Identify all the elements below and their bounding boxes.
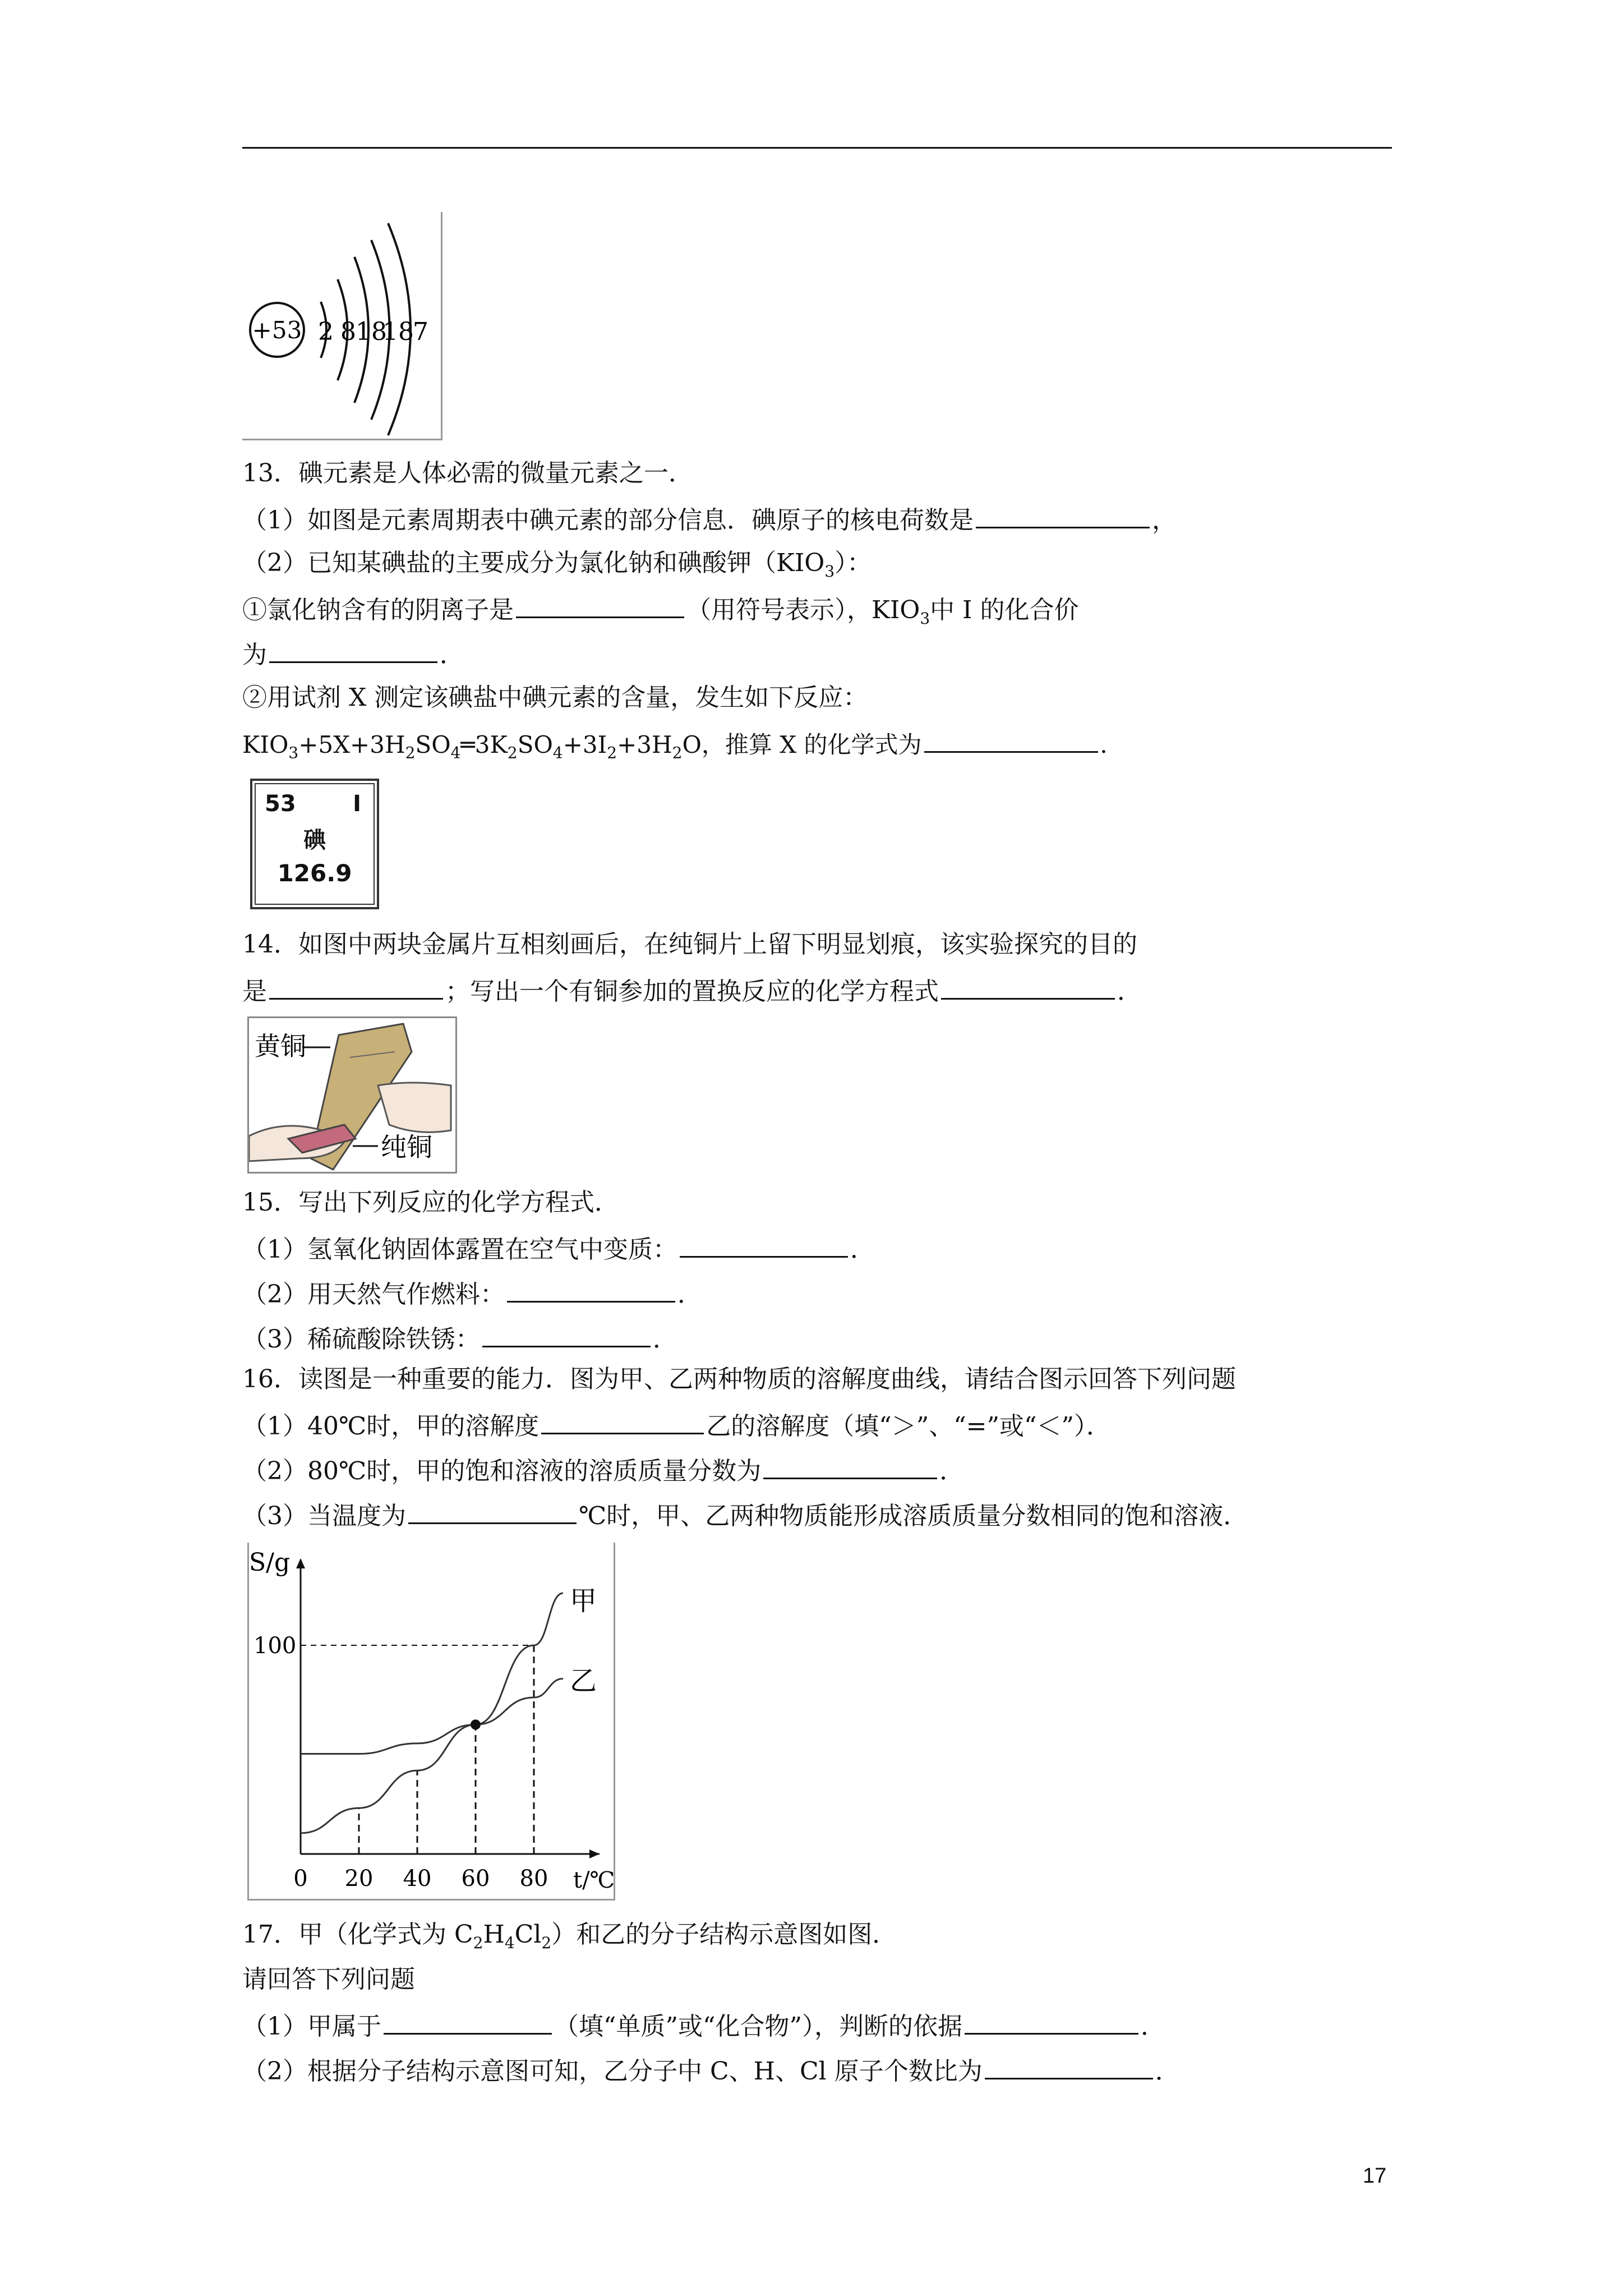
q16-part3: （3）当温度为 ℃时，甲、乙两种物质能形成溶质质量分数相同的饱和溶液． — [242, 1498, 1248, 1533]
solubility-chart — [247, 1543, 615, 1901]
answer-blank[interactable] — [269, 973, 443, 1000]
answer-blank[interactable] — [516, 592, 684, 618]
answer-blank[interactable] — [763, 1453, 937, 1479]
answer-blank[interactable] — [985, 2053, 1153, 2079]
q17-line1: 17．甲（化学式为 $C_2H_4Cl_2$）和乙的分子结构示意图如图． — [242, 1920, 897, 1952]
element-atomic-mass: 126.9 — [277, 859, 352, 887]
y-axis-label: S/g — [249, 1548, 291, 1577]
solubility-curve-chart — [249, 1543, 614, 1899]
answer-blank[interactable] — [408, 1498, 577, 1524]
answer-blank[interactable] — [384, 2008, 552, 2035]
q17-line2: 请回答下列问题 — [242, 1965, 415, 1994]
q13-part4: 为 ． — [242, 637, 464, 671]
x-axis-arrow — [589, 1849, 600, 1858]
answer-blank[interactable] — [941, 973, 1115, 1000]
atom-structure-figure — [242, 212, 442, 440]
q17-part1: （1）甲属于 （填“单质”或“化合物”），判断的依据 ． — [242, 2008, 1165, 2043]
answer-blank[interactable] — [541, 1408, 704, 1434]
hand-right — [378, 1083, 451, 1132]
answer-blank[interactable] — [507, 1276, 675, 1303]
copper-label: 纯铜 — [381, 1132, 432, 1162]
element-atomic-number: 53 — [265, 791, 296, 817]
scratch-experiment-figure — [247, 1016, 457, 1174]
answer-blank[interactable] — [482, 1321, 651, 1347]
element-symbol: I — [353, 791, 361, 817]
answer-blank[interactable] — [269, 637, 437, 663]
q13-title: 13．碘元素是人体必需的微量元素之一． — [242, 459, 693, 487]
shell-count: 18 — [382, 318, 414, 346]
q14-line2: 是 ；写出一个有铜参加的置换反应的化学方程式 ． — [242, 973, 1142, 1008]
q16-title: 16．读图是一种重要的能力．图为甲、乙两种物质的溶解度曲线，请结合图示回答下列问题 — [242, 1365, 1236, 1393]
q14-line1: 14．如图中两块金属片互相刻画后，在纯铜片上留下明显划痕，该实验探究的目的 — [242, 930, 1137, 959]
intersection-point — [471, 1719, 481, 1729]
x-tick-label: 20 — [344, 1866, 374, 1892]
q15-title: 15．写出下列反应的化学方程式． — [242, 1188, 619, 1217]
element-name: 碘 — [303, 827, 326, 853]
series-jia-label: 甲 — [570, 1585, 597, 1617]
series-yi-curve — [301, 1679, 563, 1754]
x-tick-label: 80 — [519, 1866, 548, 1892]
shell-count: 2 — [318, 318, 334, 346]
brass-label: 黄铜 — [255, 1031, 306, 1061]
shell-count: 8 — [340, 318, 356, 346]
q15-part1: （1）氢氧化钠固体露置在空气中变质： ． — [242, 1231, 875, 1266]
q13-part1: （1）如图是元素周期表中碘元素的部分信息．碘原子的核电荷数是 ， — [242, 502, 1177, 537]
element-card — [250, 779, 379, 909]
q15-part3: （3）稀硫酸除铁锈： ． — [242, 1321, 677, 1356]
x-axis-label: t/℃ — [573, 1867, 614, 1893]
q13-equation: $KIO_3+5X+3H_2SO_4═3K_2SO_4+3I_2+3H_2O$，推算 X 的化学式为 ． — [242, 726, 1124, 769]
answer-blank[interactable] — [924, 726, 1098, 753]
x-tick-label: 40 — [403, 1866, 432, 1892]
q17-part2: （2）根据分子结构示意图可知，乙分子中 C、H、Cl 原子个数比为 ． — [242, 2053, 1180, 2088]
answer-blank[interactable] — [965, 2008, 1138, 2035]
shell-count: 7 — [413, 318, 428, 346]
x-tick-label: 60 — [461, 1866, 490, 1892]
q16-part2: （2）80℃时，甲的饱和溶液的溶质质量分数为 ． — [242, 1453, 964, 1488]
header-rule — [242, 147, 1392, 149]
nucleus-charge: +53 — [252, 316, 302, 344]
answer-blank[interactable] — [976, 502, 1150, 528]
scratch-experiment-illustration — [249, 1018, 455, 1172]
q13-part3: ①氯化钠含有的阴离子是 （用符号表示），$KIO_3$中 I 的化合价 — [242, 592, 1079, 635]
series-yi-label: 乙 — [570, 1665, 597, 1697]
q13-part5: ②用试剂 X 测定该碘盐中碘元素的含量，发生如下反应： — [242, 683, 868, 712]
page-number: 17 — [1363, 2164, 1387, 2188]
answer-blank[interactable] — [680, 1231, 848, 1258]
q15-part2: （2）用天然气作燃料： ． — [242, 1276, 702, 1311]
y-axis-arrow — [296, 1558, 305, 1568]
q13-part2: （2）已知某碘盐的主要成分为氯化钠和碘酸钾$(KIO_3)$： — [242, 549, 872, 581]
series-jia-curve — [301, 1593, 563, 1833]
shell-count: 18 — [356, 318, 387, 346]
x-tick-label: 0 — [293, 1866, 308, 1892]
q16-part1: （1）40℃时，甲的溶解度 乙的溶解度（填“＞”、“=”或“＜”）． — [242, 1408, 1111, 1443]
y-tick-label: 100 — [253, 1633, 297, 1659]
atom-structure-diagram — [242, 212, 441, 439]
